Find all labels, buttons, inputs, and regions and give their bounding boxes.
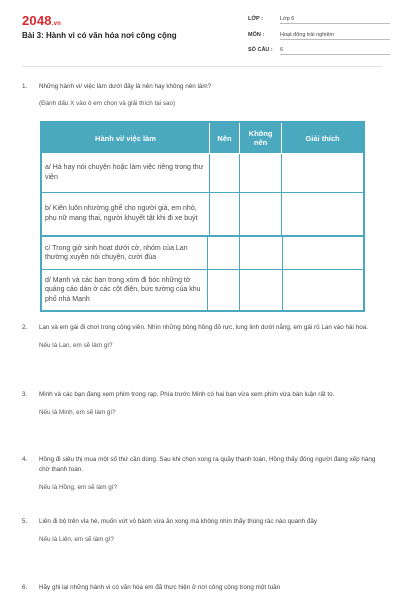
should-not-checkbox-cell[interactable]: [239, 270, 282, 312]
meta-class: [248, 16, 390, 24]
meta-count-value: 6: [280, 47, 390, 55]
header-divider: [22, 66, 382, 67]
question-number: 6.: [22, 584, 28, 591]
should-checkbox-cell[interactable]: [209, 154, 239, 193]
explanation-cell[interactable]: [282, 270, 364, 312]
should-not-checkbox-cell[interactable]: [240, 193, 282, 237]
should-checkbox-cell[interactable]: [207, 270, 239, 312]
question-4: [22, 455, 378, 493]
table-row: [41, 154, 364, 193]
question-text: Lan và em gái đi chơi trong công viên. Nhìn những bông hồng đỏ rực, lung linh dưới nắng, em gái rủ Lan vào hái hoa.: [39, 324, 368, 331]
page-header: [0, 0, 400, 64]
table-header-row: [41, 122, 364, 154]
question-prompt: Nếu là Hồng, em sẽ làm gì?: [39, 484, 118, 491]
should-checkbox-cell[interactable]: [209, 193, 239, 237]
meta-question-count: [248, 47, 390, 55]
question-text: Hãy ghi lại những hành vi có văn hóa em đã thực hiện ở nơi công cộng trong một tuần: [39, 584, 281, 591]
brand-logo: [22, 13, 61, 28]
behavior-cell: a/ Hà hay nói chuyện hoặc làm việc riêng trong thư viện: [41, 154, 209, 193]
header-should: Nên: [209, 122, 239, 154]
question-6: [22, 583, 378, 593]
explanation-cell[interactable]: [282, 193, 364, 237]
question-1: [22, 82, 378, 109]
question-text: Minh và các bạn đang xem phim trong rạp. Phía trước Minh có hai bạn vừa xem phim vừa bàn luận rất to.: [39, 391, 335, 398]
header-should-not: Không nên: [240, 122, 282, 154]
question-2: [22, 323, 378, 351]
header-behavior: Hành vi/ việc làm: [41, 122, 209, 154]
question-number: 4.: [22, 456, 28, 463]
behavior-cell: b/ Kiên luôn nhường ghế cho người già, em nhỏ, phụ nữ mang thai, người khuyết tật khi đi xe buýt: [41, 193, 209, 237]
question-prompt: Nếu là Lan, em sẽ làm gì?: [39, 342, 113, 349]
behavior-table: [40, 121, 365, 237]
question-instruction: (Đánh dấu X vào ô em chọn và giải thích tại sao): [39, 100, 176, 107]
header-explanation: Giải thích: [282, 122, 364, 154]
meta-subject-value: Hoạt động trải nghiệm: [280, 32, 390, 40]
meta-class-value: Lớp 6: [280, 16, 390, 24]
question-text: Hồng đi siêu thị mua một số thứ cần dùng. Sau khi chọn xong ra quầy thanh toán, Hồng thấy đông người đang xếp hàng chờ thanh toán.: [39, 456, 376, 473]
meta-subject-label: MÔN :: [248, 32, 265, 38]
should-not-checkbox-cell[interactable]: [240, 154, 282, 193]
table-row: [41, 193, 364, 237]
explanation-cell[interactable]: [282, 236, 364, 270]
question-3: [22, 390, 378, 418]
meta-class-label: LỚP :: [248, 16, 263, 22]
question-prompt: Nếu là Liên, em sẽ làm gì?: [39, 536, 114, 543]
question-text: Những hành vi/ việc làm dưới đây là nên hay không nên làm?: [39, 83, 212, 90]
question-number: 5.: [22, 518, 28, 525]
question-number: 2.: [22, 324, 28, 331]
question-5: [22, 517, 378, 545]
table-row: [41, 236, 364, 270]
meta-subject: [248, 32, 390, 40]
question-number: 1.: [22, 83, 28, 90]
should-checkbox-cell[interactable]: [207, 236, 239, 270]
question-text: Liên đi bộ trên vỉa hè, muốn vứt vỏ bánh vừa ăn xong mà không nhìn thấy thùng rác nào quanh đây: [39, 518, 317, 525]
question-number: 3.: [22, 391, 28, 398]
behavior-cell: c/ Trong giờ sinh hoạt dưới cờ, nhóm của Lan thường xuyên nói chuyện, cười đùa: [41, 236, 207, 270]
brand-suffix: .vn: [51, 21, 62, 27]
should-not-checkbox-cell[interactable]: [239, 236, 282, 270]
behavior-table-continued: [40, 235, 365, 312]
lesson-title: Bài 3: Hành vi có văn hóa nơi công cộng: [22, 31, 177, 40]
table-row: [41, 270, 364, 312]
behavior-cell: d/ Mạnh và các bạn trong xóm đi bóc những tờ quảng cáo dán ở các cột điện, bức tường của khu phố nhà Mạnh: [41, 270, 207, 312]
meta-count-label: SỐ CÂU :: [248, 47, 273, 53]
question-prompt: Nếu là Minh, em sẽ làm gì?: [39, 409, 116, 416]
brand-name: 2048: [22, 13, 52, 28]
explanation-cell[interactable]: [282, 154, 364, 193]
